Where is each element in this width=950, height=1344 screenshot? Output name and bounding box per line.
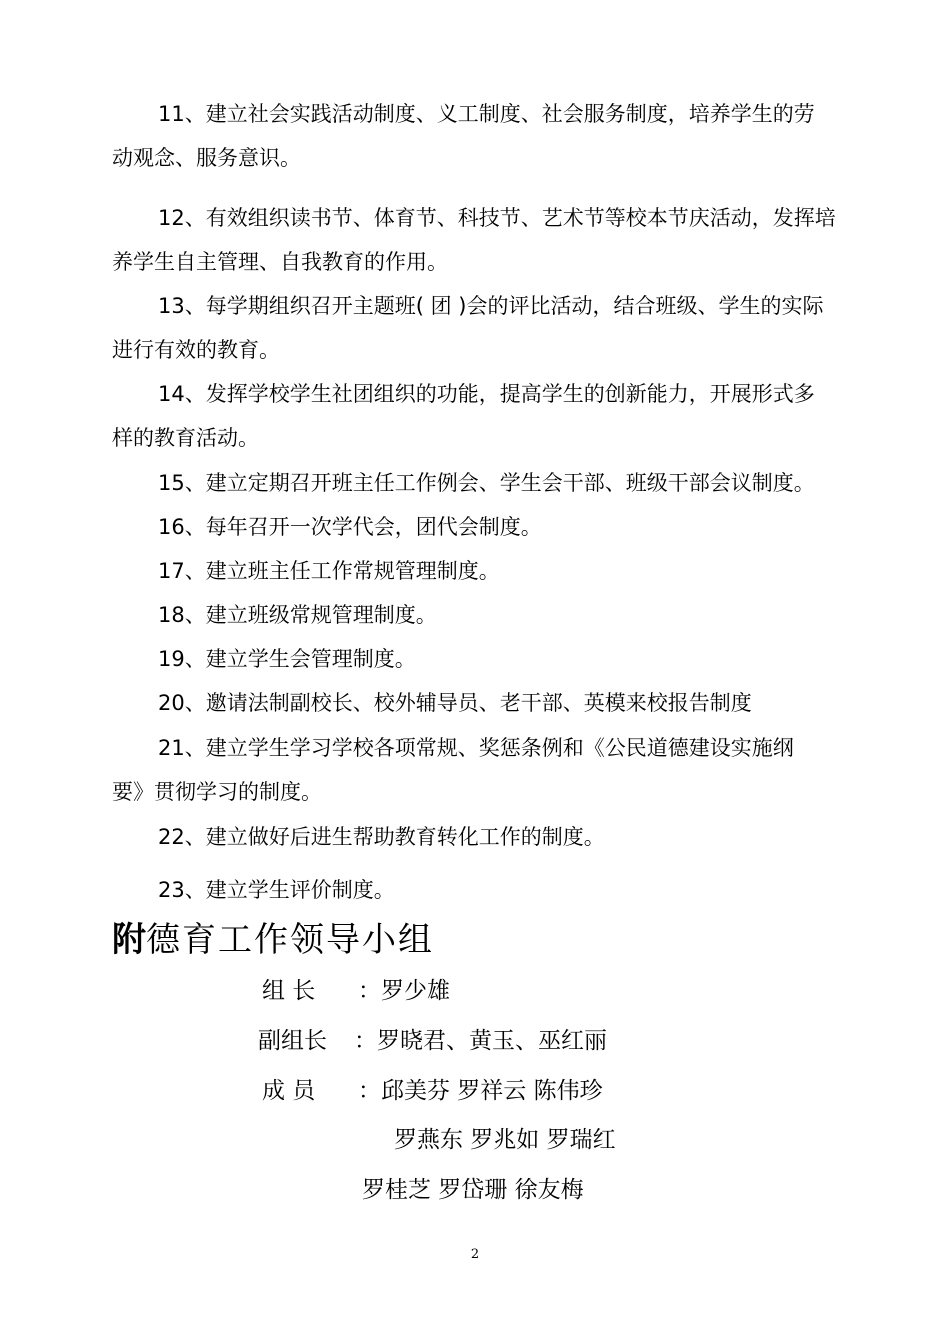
leader-row bbox=[262, 976, 450, 1006]
paragraph-11-line2: 动观念、服务意识。 bbox=[112, 146, 301, 170]
paragraph-13-line2: 进行有效的教育。 bbox=[112, 338, 280, 362]
item-19: 19、建立学生会管理制度。 bbox=[158, 647, 416, 671]
appendix-prefix: 附 bbox=[112, 920, 146, 960]
paragraph-14-line2: 样的教育活动。 bbox=[112, 426, 259, 450]
deputy-row bbox=[258, 1026, 607, 1056]
paragraph-21-line2: 要》贯彻学习的制度。 bbox=[112, 780, 322, 804]
members-row bbox=[262, 1076, 603, 1106]
paragraph-14-line1: 14、发挥学校学生社团组织的功能，提高学生的创新能力，开展形式多 bbox=[158, 382, 815, 406]
leader-name: ：罗少雄 bbox=[358, 978, 450, 1004]
members-names-1: ：邱美芬 罗祥云 陈伟珍 bbox=[358, 1078, 603, 1104]
paragraph-12 bbox=[112, 196, 842, 284]
item-20: 20、邀请法制副校长、校外辅导员、老干部、英模来校报告制度 bbox=[158, 691, 752, 715]
deputy-names: ：罗晓君、黄玉、巫红丽 bbox=[354, 1028, 607, 1054]
paragraph-12-line1: 12、有效组织读书节、体育节、科技节、艺术节等校本节庆活动，发挥培 bbox=[158, 206, 836, 230]
item-18: 18、建立班级常规管理制度。 bbox=[158, 603, 437, 627]
members-names-2: 罗燕东 罗兆如 罗瑞红 bbox=[394, 1127, 616, 1153]
paragraph-21-line1: 21、建立学生学习学校各项常规、奖惩条例和《公民道德建设实施纲 bbox=[158, 736, 794, 760]
item-23: 23、建立学生评价制度。 bbox=[158, 878, 395, 902]
paragraph-11-line1: 11、建立社会实践活动制度、义工制度、社会服务制度，培养学生的劳 bbox=[158, 102, 815, 126]
appendix-title: 德育工作领导小组 bbox=[146, 920, 434, 960]
deputy-label: 副组长 bbox=[258, 1028, 327, 1054]
members-label: 成 员 bbox=[262, 1078, 316, 1104]
item-15: 15、建立定期召开班主任工作例会、学生会干部、班级干部会议制度。 bbox=[158, 471, 815, 495]
item-16: 16、每年召开一次学代会，团代会制度。 bbox=[158, 515, 542, 539]
paragraph-13 bbox=[112, 284, 842, 372]
paragraph-12-line2: 养学生自主管理、自我教育的作用。 bbox=[112, 250, 448, 274]
item-22: 22、建立做好后进生帮助教育转化工作的制度。 bbox=[158, 825, 605, 849]
appendix-heading bbox=[112, 918, 434, 962]
paragraph-11 bbox=[112, 92, 842, 180]
members-names-3: 罗桂芝 罗岱珊 徐友梅 bbox=[362, 1177, 584, 1203]
paragraph-13-line1: 13、每学期组织召开主题班( 团 )会的评比活动，结合班级、学生的实际 bbox=[158, 294, 824, 318]
leader-label: 组 长 bbox=[262, 978, 316, 1004]
paragraph-14 bbox=[112, 372, 842, 460]
page-number: 2 bbox=[470, 1247, 480, 1262]
item-17: 17、建立班主任工作常规管理制度。 bbox=[158, 559, 500, 583]
paragraph-21 bbox=[112, 726, 842, 814]
